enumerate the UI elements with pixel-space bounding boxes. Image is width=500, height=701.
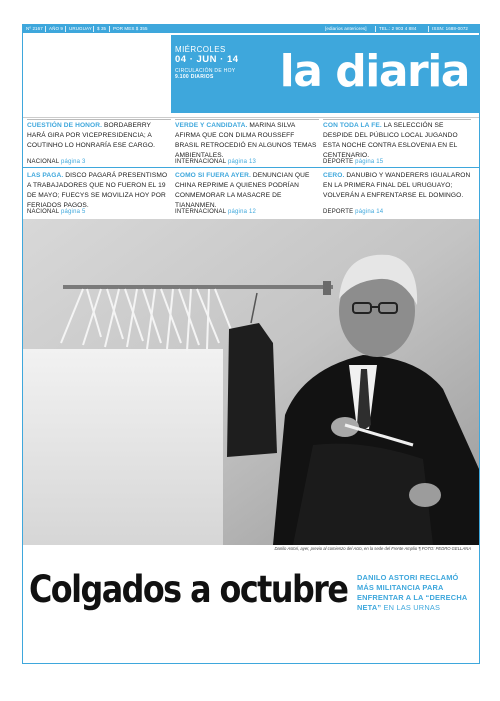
divider	[23, 117, 479, 118]
teaser-danubio[interactable]	[323, 171, 471, 215]
teaser-text: MARINA SILVA AFIRMA QUE CON DILMA ROUSSEFF BRASIL RETROCEDIÓ EN ALGUNOS TEMAS AMBIENTALES.	[175, 122, 317, 159]
teaser-kicker: CUESTIÓN DE HONOR.	[27, 122, 103, 129]
teaser-kicker: CERO.	[323, 172, 345, 179]
teaser-text: DISCO PAGARÁ PRESENTISMO A TRABAJADORES QUE NO FUERON EL 19 DE MAYO; FUECYS SE MOVILIZA HOY POR FERIADOS PAGOS.	[27, 172, 168, 209]
day-of-week: MIÉRCOLES	[175, 45, 226, 54]
deck-bold: DANILO ASTORI RECLAMÓ MÁS MILITANCIA PARA ENFRENTAR A LA “DERECHA NETA”	[357, 573, 468, 612]
date-block	[175, 45, 239, 80]
photo-illustration	[23, 219, 479, 545]
teaser-text: DENUNCIAN QUE CHINA REPRIME A QUIENES PODRÍAN CONMEMORAR LA MASACRE DE TIANANMEN.	[175, 172, 310, 209]
teaser-section: INTERNACIONAL página 13	[175, 159, 257, 165]
issue-number: Nº 2167	[26, 26, 43, 31]
masthead	[171, 35, 479, 113]
teaser-text: DANUBIO Y WANDERERS IGUALARON EN LA PRIMERA FINAL DEL URUGUAYO; VOLVERÁN A ENFRENTARSE EL DOMINGO.	[323, 172, 471, 199]
teaser-section: INTERNACIONAL página 12	[175, 209, 257, 215]
issn: ISSN: 1688-0072	[432, 26, 469, 31]
circulation-value: 9.100 DIARIOS	[175, 74, 214, 80]
price: $ 35	[97, 26, 107, 31]
teaser-section: DEPORTE página 14	[323, 209, 384, 215]
lead-deck	[357, 573, 475, 613]
teaser-bordaberry[interactable]	[27, 121, 171, 165]
deck-rest: EN LAS URNAS	[381, 603, 441, 612]
year: AÑO 9	[49, 26, 64, 31]
lead-headline[interactable]: Colgados a octubre	[29, 568, 348, 611]
photo-caption: Danilo Astori, ayer, previo al comienzo del Acto, en la sede del Frente Amplio ¶ FOTO: PEDRO GELLANA	[274, 546, 471, 551]
front-page	[22, 24, 480, 664]
teaser-text: LA SELECCIÓN SE DESPIDE DEL PÚBLICO LOCAL JUGANDO ESTA NOCHE CONTRA ESLOVENIA EN EL CENTENARIO.	[323, 122, 458, 159]
teaser-kicker: LAS PAGA.	[27, 172, 64, 179]
teaser-section: DEPORTE página 15	[323, 159, 384, 165]
lead-photo	[23, 219, 479, 545]
teaser-seleccion[interactable]	[323, 121, 471, 165]
teaser-section: NACIONAL página 3	[27, 159, 86, 165]
info-strip	[23, 25, 479, 33]
teaser-tiananmen[interactable]	[175, 171, 319, 215]
back-issues: [ediarios anteriores]	[325, 26, 367, 31]
monthly-price: POR MES $ 355	[113, 26, 148, 31]
teaser-marina-silva[interactable]	[175, 121, 319, 165]
teaser-kicker: COMO SI FUERA AYER.	[175, 172, 251, 179]
circulation-label: CIRCULACIÓN DE HOY	[175, 68, 236, 74]
teaser-kicker: CON TODA LA FE.	[323, 122, 382, 129]
teaser-text: BORDABERRY HARÁ GIRA POR VICEPRESIDENCIA; A COUTINHO LO HONRARÍA ESE CARGO.	[27, 122, 156, 149]
country: URUGUAY	[69, 26, 92, 31]
teaser-disco[interactable]	[27, 171, 171, 215]
teaser-kicker: VERDE Y CANDIDATA.	[175, 122, 248, 129]
issue-date: 04 · JUN · 14	[175, 54, 239, 65]
phone: TEL.: 2 903 4 884	[379, 26, 417, 31]
teaser-section: NACIONAL página 5	[27, 209, 86, 215]
newspaper-logo: la diaria	[279, 46, 469, 97]
